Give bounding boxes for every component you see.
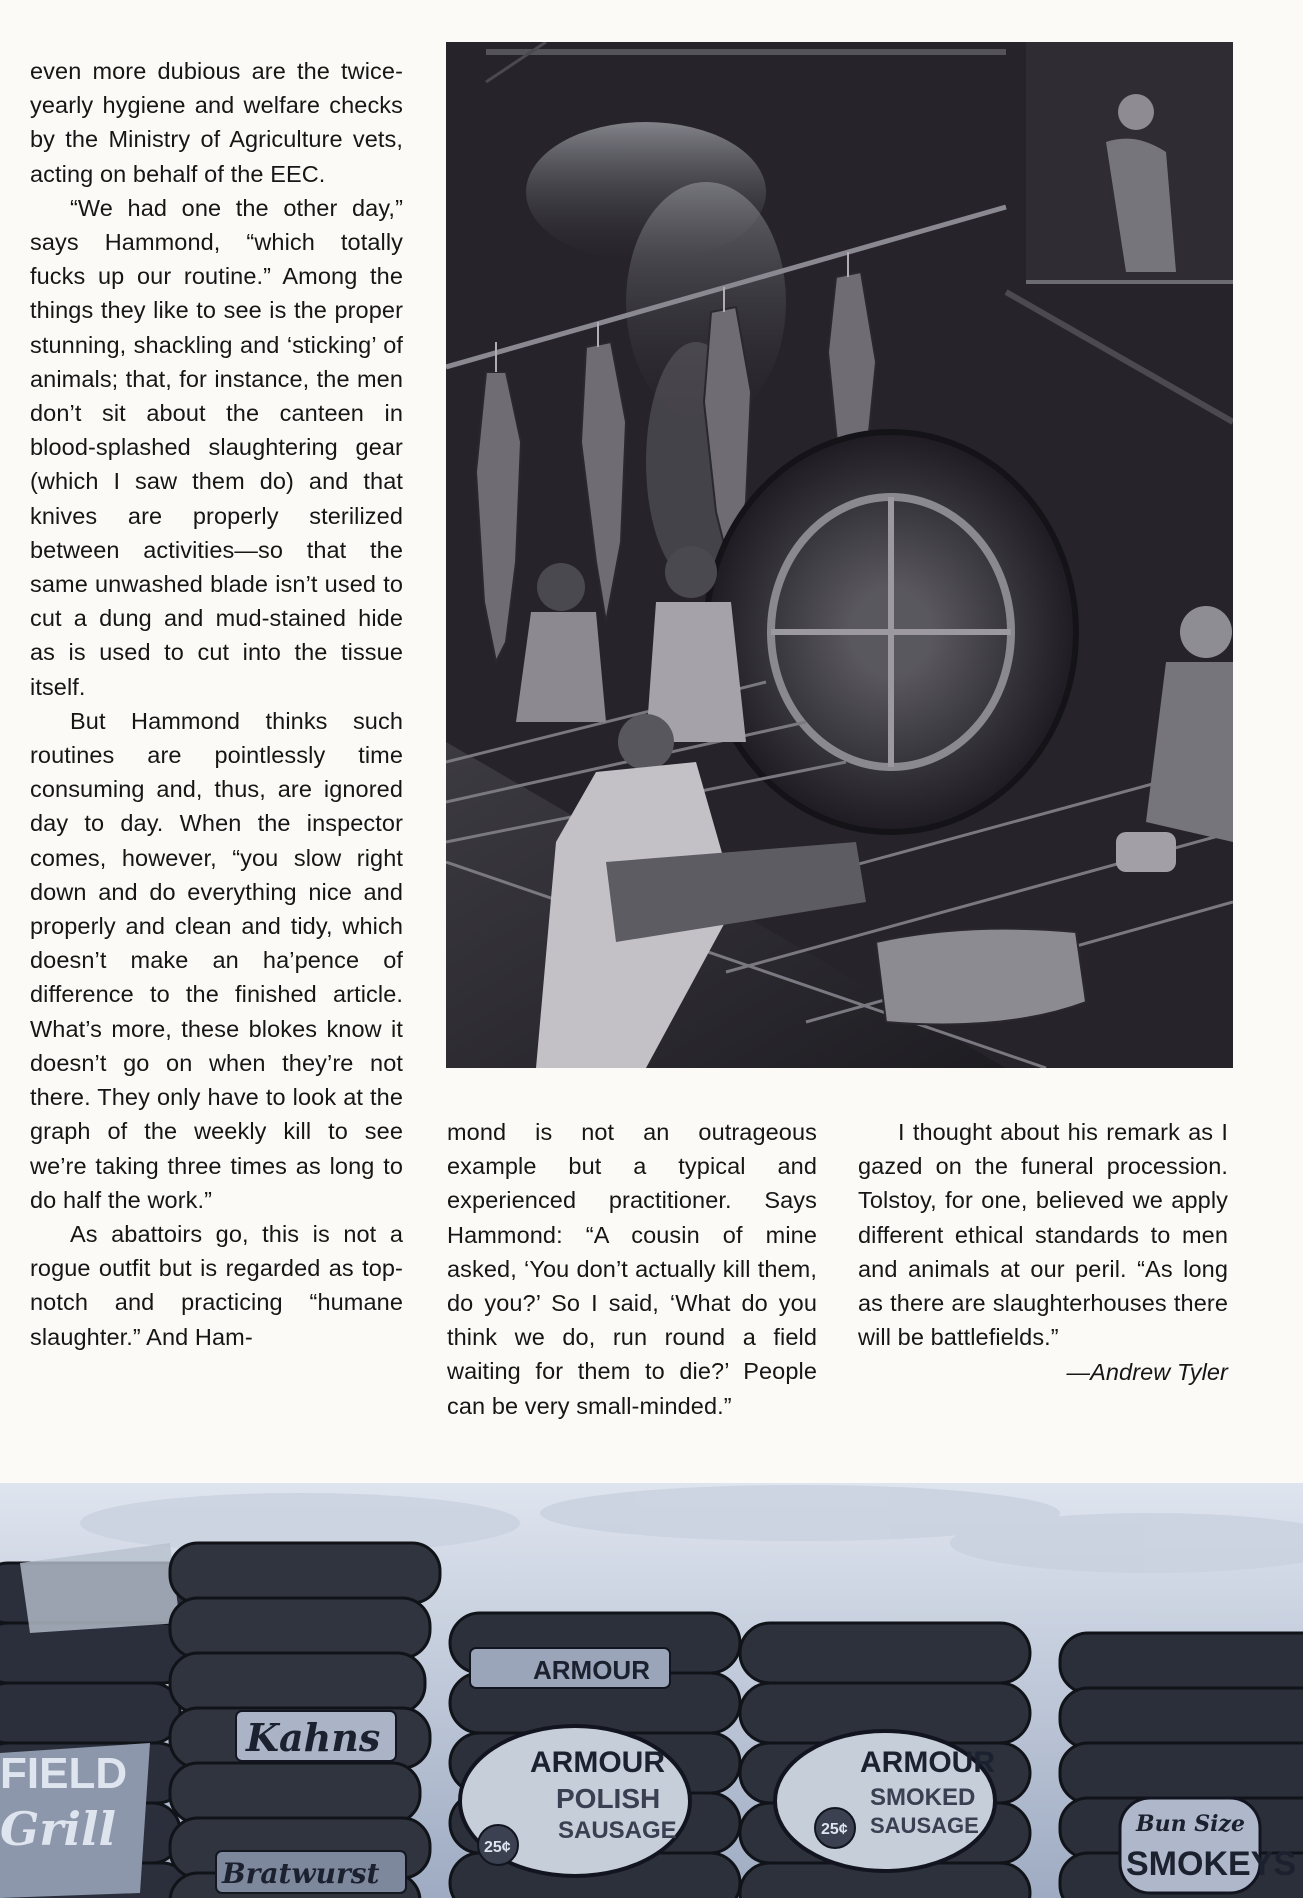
label-armour-top: ARMOUR: [533, 1655, 650, 1685]
label-field: FIELD: [0, 1749, 128, 1798]
label-bun-size: Bun Size: [1136, 1811, 1245, 1837]
paragraph: “We had one the other day,” says Hammond, “which totally fucks up our routine.” Among the things they like to see is the proper stunning, shackling and ‘sticking’ of animals; that, for instance, the men don’t sit about the canteen in blood-splashed slaughtering gear (which I saw them do) and that knives are properly sterilized between activities—so that the same unwashed blade isn’t used to cut a dung and mud-stained hide as is used to cut into the tissue itself.: [30, 194, 403, 700]
paragraph: But Hammond thinks such routines are pointlessly time consuming and, thus, are ignored day to day. When the inspector comes, however, “you slow right down and do everything nice and properly and clean and tidy, which doesn’t make an ha’pence of difference to the finished article. What’s more, these blokes know it doesn’t go on when they’re not there. They only have to look at the graph of the weekly kill to see we’re taking three times as long to do half the work.”: [30, 707, 403, 1213]
label-sausage-polish: SAUSAGE: [558, 1817, 677, 1844]
label-kahns: Kahns: [246, 1715, 381, 1760]
label-grill: Grill: [0, 1802, 116, 1856]
label-sausage-smoked: SAUSAGE: [870, 1813, 979, 1838]
label-price-smoked: 25¢: [821, 1821, 848, 1838]
sausage-packages-drawing: [0, 1483, 1303, 1898]
article-column-2: [447, 1115, 817, 1423]
label-armour-polish: ARMOUR: [530, 1746, 665, 1779]
paragraph: even more dubious are the twice-yearly hygiene and welfare checks by the Ministry of Agriculture vets, acting on behalf of the EEC.: [30, 58, 403, 187]
label-smokeys: SMOKEYS: [1126, 1845, 1297, 1883]
paragraph: I thought about his remark as I gazed on the funeral procession. Tolstoy, for one, believed we apply different ethical standards to men and animals at our peril. “As long as there are slaughterhouses there will be battlefields.”: [858, 1119, 1228, 1351]
label-bratwurst: Bratwurst: [222, 1857, 380, 1890]
label-armour-smoked: ARMOUR: [860, 1746, 995, 1779]
author-byline: —Andrew Tyler: [1066, 1359, 1228, 1386]
paragraph: mond is not an outrageous example but a typical and experienced practitioner. Says Hammond: “A cousin of mine asked, ‘You don’t actually kill them, do you?’ So I said, ‘What do you think we do, run round a field waiting for them to die?’ People can be very small-minded.”: [447, 1119, 817, 1419]
label-price-polish: 25¢: [484, 1839, 511, 1856]
slaughterhouse-drawing: [446, 42, 1233, 1068]
sausage-packages-illustration: [0, 1483, 1303, 1898]
article-column-1: [30, 54, 403, 1354]
slaughterhouse-illustration: [446, 42, 1233, 1068]
article-column-3: [858, 1115, 1228, 1390]
paragraph: As abattoirs go, this is not a rogue outfit but is regarded as top-notch and practicing “humane slaughter.” And Ham-: [30, 1220, 403, 1350]
label-smoked: SMOKED: [870, 1784, 976, 1811]
label-polish: POLISH: [556, 1783, 661, 1814]
